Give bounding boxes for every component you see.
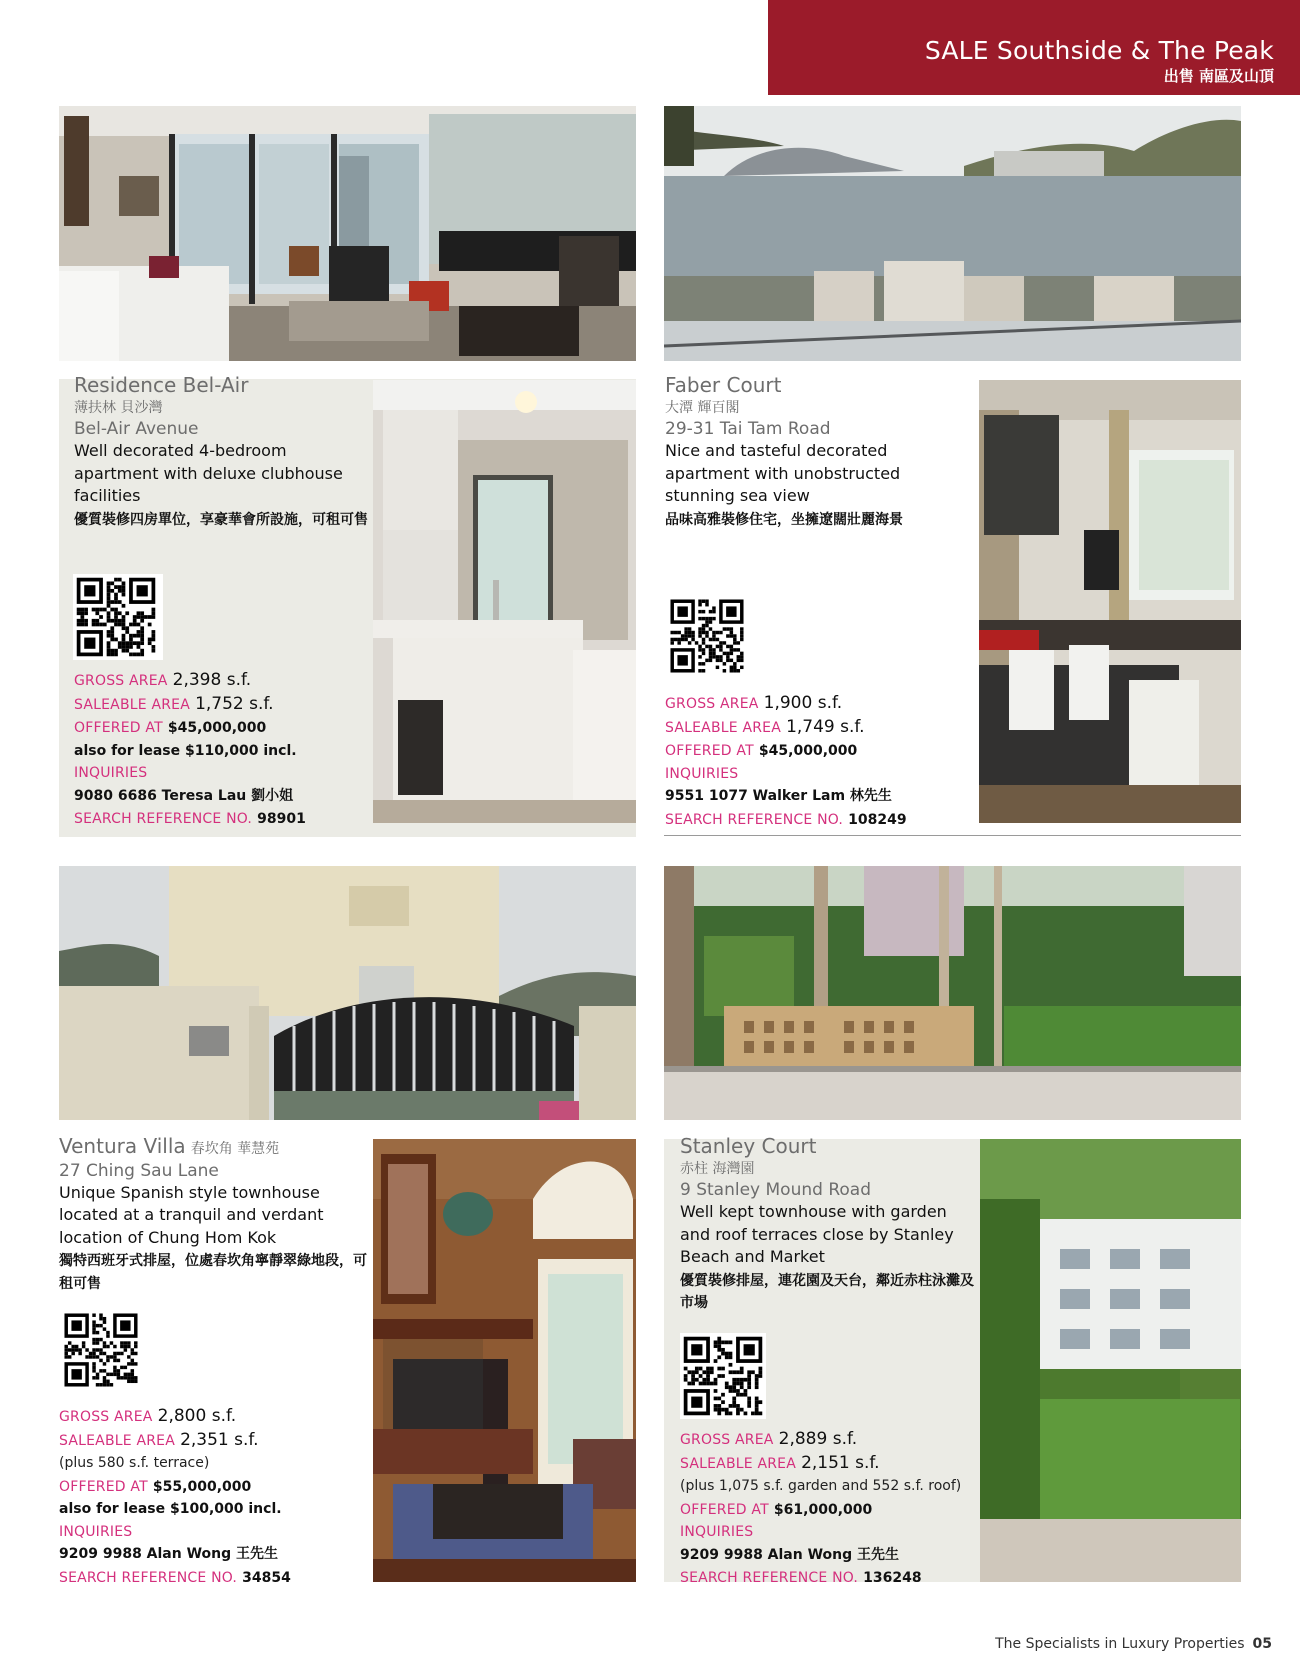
offered-at-value: $45,000,000 — [758, 743, 858, 759]
extra-area-note: (plus 580 s.f. terrace) — [59, 1455, 210, 1471]
saleable-area-label: SALEABLE AREA — [665, 719, 781, 736]
stanley-court-stats — [680, 1428, 976, 1590]
page-number: 05 — [1252, 1636, 1272, 1652]
search-reference-value: 136248 — [863, 1570, 922, 1586]
faber-court-sea-view-photo — [664, 106, 1241, 361]
listing-description: Nice and tasteful decorated apartment with unobstructed stunning sea view — [665, 441, 901, 505]
offered-at-label: OFFERED AT — [680, 1501, 769, 1518]
listing-name-zh: 薄扶林 貝沙灣 — [74, 400, 163, 416]
residence-bel-air-details — [74, 373, 370, 531]
ventura-villa-gate-photo — [59, 866, 636, 1120]
search-reference-label: SEARCH REFERENCE NO. — [74, 811, 253, 827]
search-reference-label: SEARCH REFERENCE NO. — [680, 1570, 859, 1586]
listing-address: Bel-Air Avenue — [74, 419, 199, 439]
gross-area-label: GROSS AREA — [59, 1409, 153, 1425]
ventura-villa-details — [59, 1134, 370, 1295]
saleable-area-value: 2,151 s.f. — [801, 1452, 880, 1473]
faber-court-qr-code[interactable] — [667, 596, 749, 680]
listing-address: 9 Stanley Mound Road — [680, 1180, 871, 1200]
listing-description: Unique Spanish style townhouse located at a tranquil and verdant location of Chung Hom Kok — [59, 1182, 324, 1247]
stanley-court-qr-code[interactable] — [680, 1333, 766, 1423]
offered-at-value: $55,000,000 — [152, 1478, 252, 1495]
section-subtitle: 出售 南區及山頂 — [1163, 67, 1274, 85]
gross-area-value: 2,398 s.f. — [172, 670, 252, 690]
saleable-area-label: SALEABLE AREA — [680, 1455, 796, 1472]
listing-description-zh: 獨特西班牙式排屋，位處春坎角寧靜翠綠地段，可租可售 — [59, 1253, 367, 1292]
faber-court-details — [665, 373, 975, 531]
inquiries-label: INQUIRIES — [59, 1523, 133, 1540]
gross-area-label: GROSS AREA — [74, 673, 168, 689]
offered-at-label: OFFERED AT — [665, 743, 754, 759]
search-reference-label: SEARCH REFERENCE NO. — [665, 811, 844, 828]
saleable-area-value: 2,351 s.f. — [180, 1429, 259, 1450]
search-reference-value: 108249 — [848, 811, 907, 828]
saleable-area-label: SALEABLE AREA — [74, 696, 190, 713]
stanley-court-details — [680, 1134, 976, 1315]
listing-description-zh: 優質裝修排屋，連花園及天台，鄰近赤柱泳灘及市場 — [680, 1272, 974, 1311]
contact-info[interactable]: 9209 9988 Alan Wong 王先生 — [59, 1546, 279, 1562]
contact-info[interactable]: 9209 9988 Alan Wong 王先生 — [680, 1546, 900, 1563]
listing-description: Well decorated 4-bedroom apartment with deluxe clubhouse facilities — [74, 441, 343, 505]
inquiries-label: INQUIRIES — [680, 1524, 754, 1540]
inquiries-label: INQUIRIES — [665, 765, 739, 782]
offered-at-label: OFFERED AT — [59, 1478, 148, 1495]
section-title: SALE Southside & The Peak — [924, 36, 1274, 65]
stanley-court-garden-photo — [664, 866, 1241, 1120]
section-banner — [768, 0, 1300, 95]
residence-bel-air-living-room-photo — [59, 106, 636, 361]
listing-description-zh: 品味高雅裝修住宅，坐擁遼闊壯麗海景 — [665, 511, 903, 528]
stanley-court-lawn-photo — [980, 1139, 1241, 1582]
search-reference-value: 34854 — [242, 1569, 291, 1586]
listing-address: 29-31 Tai Tam Road — [665, 419, 831, 439]
contact-info[interactable]: 9551 1077 Walker Lam 林先生 — [665, 788, 892, 804]
listing-name-zh: 大潭 輝百閣 — [665, 400, 740, 416]
listing-name-zh: 赤柱 海灣園 — [680, 1161, 755, 1177]
saleable-area-value: 1,749 s.f. — [786, 716, 865, 737]
lease-price: also for lease $110,000 incl. — [74, 742, 297, 759]
offered-at-value: $61,000,000 — [773, 1501, 873, 1518]
listing-description: Well kept townhouse with garden and roof terraces close by Stanley Beach and Market — [680, 1202, 954, 1266]
extra-area-note: (plus 1,075 s.f. garden and 552 s.f. roof) — [680, 1478, 962, 1494]
gross-area-label: GROSS AREA — [665, 696, 759, 712]
contact-info[interactable]: 9080 6686 Teresa Lau 劉小姐 — [74, 787, 294, 804]
gross-area-value: 2,800 s.f. — [157, 1406, 237, 1426]
faber-court-dining-room-photo — [979, 380, 1241, 823]
listing-address: 27 Ching Sau Lane — [59, 1160, 219, 1181]
residence-bel-air-kitchen-photo — [373, 380, 636, 823]
search-reference-value: 98901 — [257, 811, 306, 827]
gross-area-value: 1,900 s.f. — [763, 693, 843, 713]
listing-name-zh: 春坎角 華慧苑 — [190, 1141, 280, 1157]
listing-description-zh: 優質裝修四房單位，享豪華會所設施，可租可售 — [74, 511, 368, 528]
page-footer — [995, 1636, 1272, 1652]
search-reference-label: SEARCH REFERENCE NO. — [59, 1569, 238, 1586]
listing-name: Ventura Villa — [59, 1134, 186, 1158]
faber-court-stats — [665, 692, 975, 831]
inquiries-label: INQUIRIES — [74, 765, 148, 781]
residence-bel-air-qr-code[interactable] — [73, 574, 163, 664]
gross-area-value: 2,889 s.f. — [778, 1429, 858, 1449]
saleable-area-value: 1,752 s.f. — [195, 693, 274, 714]
residence-bel-air-stats — [74, 669, 370, 831]
saleable-area-label: SALEABLE AREA — [59, 1432, 175, 1449]
listing-name: Stanley Court — [680, 1134, 817, 1158]
offered-at-value: $45,000,000 — [167, 720, 267, 736]
gross-area-label: GROSS AREA — [680, 1432, 774, 1448]
ventura-villa-living-room-photo — [373, 1139, 636, 1582]
listing-name: Faber Court — [665, 373, 782, 397]
divider — [664, 835, 1241, 836]
listing-name: Residence Bel-Air — [74, 373, 249, 397]
ventura-villa-qr-code[interactable] — [61, 1310, 145, 1394]
ventura-villa-stats — [59, 1405, 370, 1589]
footer-tagline: The Specialists in Luxury Properties — [995, 1636, 1245, 1652]
offered-at-label: OFFERED AT — [74, 720, 163, 736]
lease-price: also for lease $100,000 incl. — [59, 1501, 282, 1517]
